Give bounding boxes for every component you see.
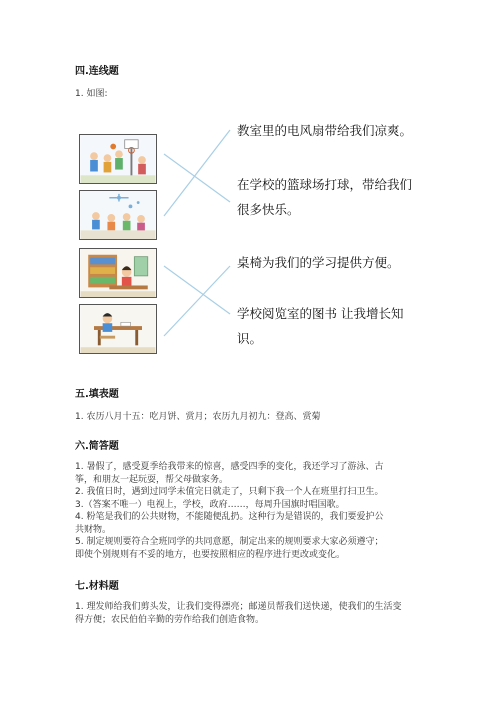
answer-line: 5. 制定规则要符合全班同学的共同意愿，制定出来的规则要求大家必须遵守； <box>75 537 384 547</box>
fan-illustration <box>80 191 156 239</box>
line-desk-to-desks <box>164 266 230 336</box>
picture-fan <box>79 190 157 240</box>
section-7-answers <box>75 601 435 626</box>
statement-basketball-line2: 很多快乐。 <box>237 202 300 217</box>
picture-desk <box>79 304 157 354</box>
statement-basketball-line1: 在学校的篮球场打球，带给我们 <box>237 177 413 192</box>
section-6-answers <box>75 461 435 561</box>
line-basketball-to-court <box>164 154 230 202</box>
picture-library <box>79 248 157 298</box>
answer-line: 3.（答案不唯一）电视上，学校，政府……，每周升国旗时唱国歌。 <box>75 499 345 510</box>
statement-fan: 教室里的电风扇带给我们凉爽。 <box>237 123 413 138</box>
answer-line: 1. 理发师给我们剪头发，让我们变得漂亮；邮递员帮我们送快递，使我们的生活变 <box>75 602 402 612</box>
line-library-to-books <box>164 266 230 314</box>
section-5-item-1: 1. 农历八月十五：吃月饼、赏月；农历九月初九：登高、赏菊 <box>75 412 321 422</box>
section-5-title: 五.填表题 <box>75 389 119 400</box>
library-illustration <box>80 249 156 297</box>
connection-lines <box>160 118 240 358</box>
section-7-title: 七.材料题 <box>75 581 119 592</box>
section-6-title: 六.简答题 <box>75 441 119 452</box>
answer-line: 共财物。 <box>75 524 112 535</box>
answer-line: 1. 暑假了，感受夏季给我带来的惊喜，感受四季的变化，我还学习了游泳、古 <box>75 462 384 472</box>
statement-books-line2: 识。 <box>237 331 263 346</box>
statement-books-line1: 学校阅览室的图书 让我增长知 <box>237 306 404 321</box>
section-4-title: 四.连线题 <box>75 66 119 77</box>
statement-desks: 桌椅为我们的学习提供方便。 <box>237 255 400 270</box>
answer-line: 得方便；农民伯伯辛勤的劳作给我们创造食物。 <box>75 614 265 625</box>
line-fan-to-fan-statement <box>164 130 230 216</box>
section-4-item-1: 1. 如图: <box>75 89 108 99</box>
answer-line: 2. 我值日时，遇到过同学未值完日就走了，只剩下我一个人在班里打扫卫生。 <box>75 487 384 497</box>
answer-line: 4. 粉笔是我们的公共财物，不能随便乱扔。这种行为是错误的，我们要爱护公 <box>75 512 384 522</box>
answer-line: 筝，和朋友一起玩耍，帮父母做家务。 <box>75 474 229 485</box>
answer-line: 即使个别规则有不妥的地方，也要按照相应的程序进行更改或变化。 <box>75 549 346 560</box>
picture-basketball <box>79 134 157 184</box>
desk-illustration <box>80 305 156 353</box>
basketball-illustration <box>80 135 156 183</box>
